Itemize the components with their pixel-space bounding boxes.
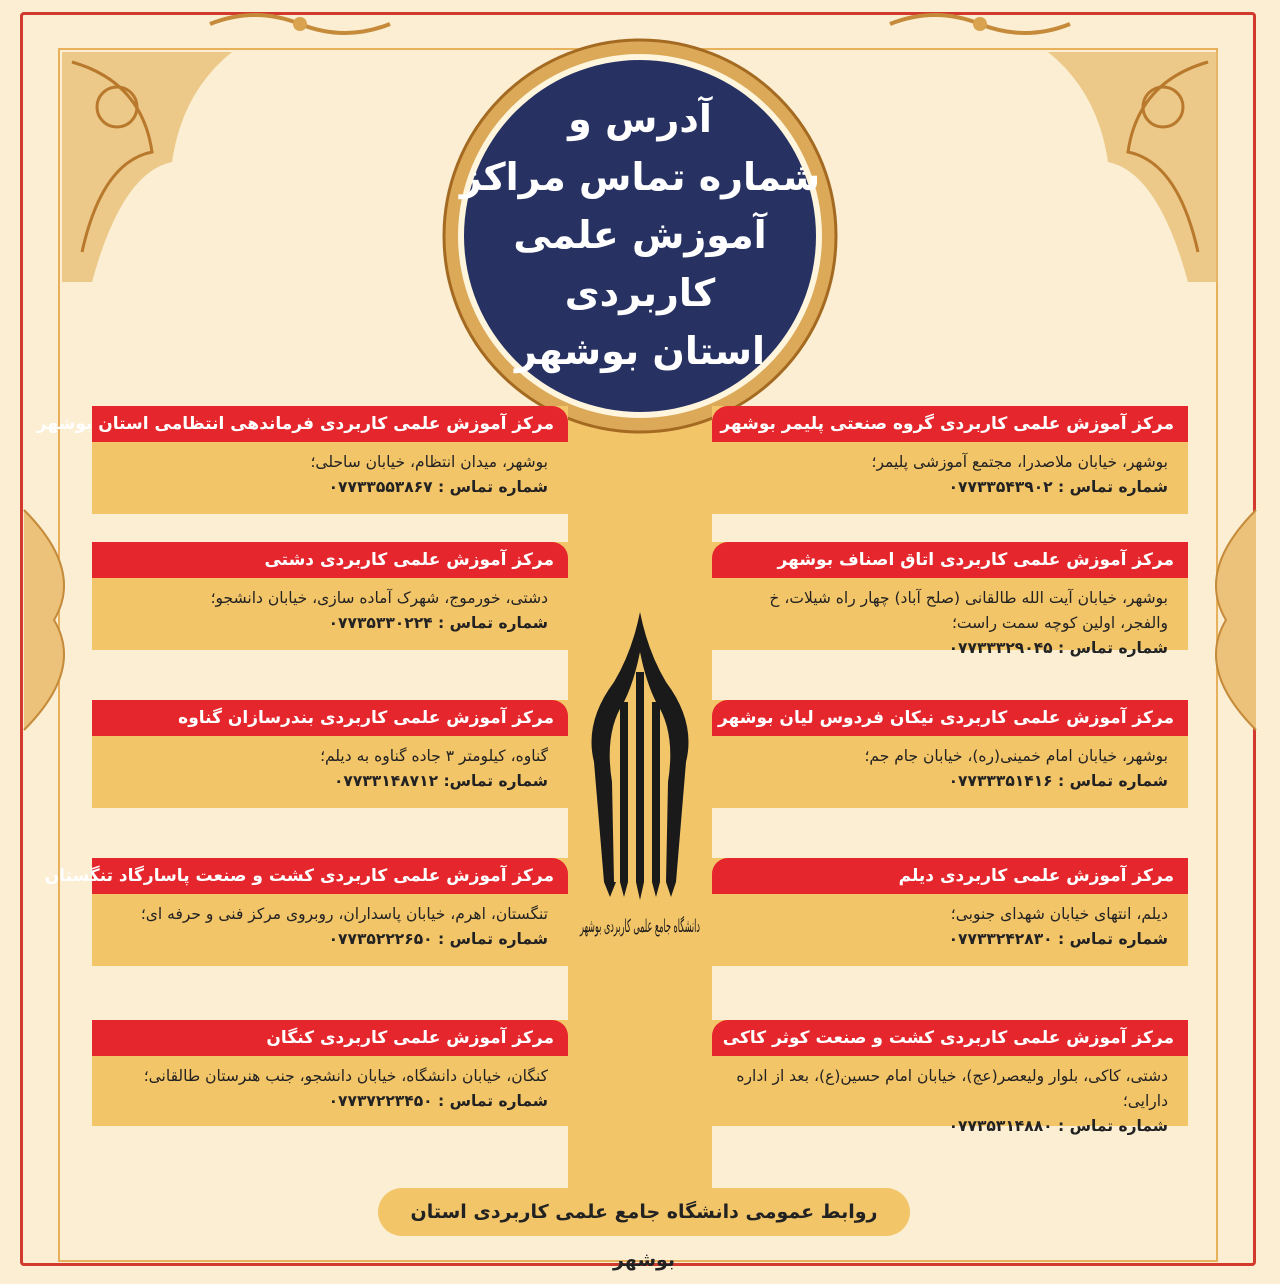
center-phone: شماره تماس : ۰۷۷۳۳۳۲۹۰۴۵ [948,639,1168,657]
center-phone: شماره تماس: ۰۷۷۳۳۱۴۸۷۱۲ [333,772,548,790]
center-card [36,406,568,514]
center-phone: شماره تماس : ۰۷۷۳۷۲۲۳۴۵۰ [328,1092,548,1110]
center-phone: شماره تماس : ۰۷۷۳۳۵۴۳۹۰۲ [948,478,1168,496]
title-line-3: آموزش علمی کاربردی [513,213,767,315]
center-card [92,700,568,808]
center-card [712,700,1188,808]
center-name: مرکز آموزش علمی کاربردی نیکان فردوس لیان بوشهر [712,700,1188,736]
center-card [92,1020,568,1126]
center-card [712,1020,1188,1135]
center-name: مرکز آموزش علمی کاربردی فرماندهی انتظامی استان بوشهر [92,406,568,442]
top-left-ornament-icon [210,6,390,42]
center-phone: شماره تماس : ۰۷۷۳۳۲۴۲۸۳۰ [948,930,1168,948]
top-right-ornament-icon [890,6,1070,42]
center-address: بوشهر، خیابان امام خمینی(ره)، خیابان جام جم؛ [864,747,1168,765]
logo-text [580,915,700,937]
side-ornament-right-icon [1196,510,1256,730]
center-address: بوشهر، خیابان ملاصدرا، مجتمع آموزشی پلیمر؛ [871,453,1168,471]
footer-credit: روابط عمومی دانشگاه جامع علمی کاربردی استان بوشهر [378,1188,910,1236]
corner-arabesque-right-icon [1048,52,1218,282]
center-name: مرکز آموزش علمی کاربردی کشت و صنعت کوثر کاکی [712,1020,1188,1056]
center-card [712,542,1188,657]
center-address: دشتی، خورموج، شهرک آماده سازی، خیابان دانشجو؛ [210,589,548,607]
center-phone: شماره تماس : ۰۷۷۳۳۵۵۳۸۶۷ [328,478,548,496]
center-card [92,542,568,650]
center-address: بوشهر، میدان انتظام، خیابان ساحلی؛ [310,453,548,471]
center-address: دشتی، کاکی، بلوار ولیعصر(عج)، خیابان امام حسین(ع)، بعد از اداره دارایی؛ [736,1067,1168,1110]
side-ornament-left-icon [24,510,84,730]
center-name: مرکز آموزش علمی کاربردی گروه صنعتی پلیمر بوشهر [712,406,1188,442]
center-card [712,858,1188,966]
center-phone: شماره تماس : ۰۷۷۳۵۳۱۴۸۸۰ [948,1117,1168,1135]
corner-arabesque-left-icon [62,52,232,282]
center-address: بوشهر، خیابان آیت الله طالقانی (صلح آباد) چهار راه شیلات، خ والفجر، اولین کوچه سمت راست؛ [769,589,1168,632]
center-phone: شماره تماس : ۰۷۷۳۳۳۵۱۴۱۶ [948,772,1168,790]
center-address: تنگستان، اهرم، خیابان پاسداران، روبروی مرکز فنی و حرفه ای؛ [140,905,548,923]
center-name: مرکز آموزش علمی کاربردی کشت و صنعت پاسارگاد تنگستان [92,858,568,894]
center-name: مرکز آموزش علمی کاربردی دشتی [92,542,568,578]
center-card [44,858,568,966]
university-pen-logo-icon [574,612,706,1032]
center-phone: شماره تماس : ۰۷۷۳۵۲۲۲۶۵۰ [328,930,548,948]
center-name: مرکز آموزش علمی کاربردی دیلم [712,858,1188,894]
title-line-2: شماره تماس مراکز [459,155,821,199]
center-address: دیلم، انتهای خیابان شهدای جنوبی؛ [950,905,1168,923]
center-name: مرکز آموزش علمی کاربردی کنگان [92,1020,568,1056]
center-card [712,406,1188,514]
page-title [450,90,830,380]
center-name: مرکز آموزش علمی کاربردی بندرسازان گناوه [92,700,568,736]
center-address: گناوه، کیلومتر ۳ جاده گناوه به دیلم؛ [320,747,548,765]
center-address: کنگان، خیابان دانشگاه، خیابان دانشجو، جنب هنرستان طالقانی؛ [143,1067,548,1085]
title-line-1: آدرس و [568,97,712,141]
title-line-4: استان بوشهر [514,329,766,373]
center-name: مرکز آموزش علمی کاربردی اتاق اصناف بوشهر [712,542,1188,578]
center-phone: شماره تماس : ۰۷۷۳۵۳۳۰۲۲۴ [328,614,548,632]
